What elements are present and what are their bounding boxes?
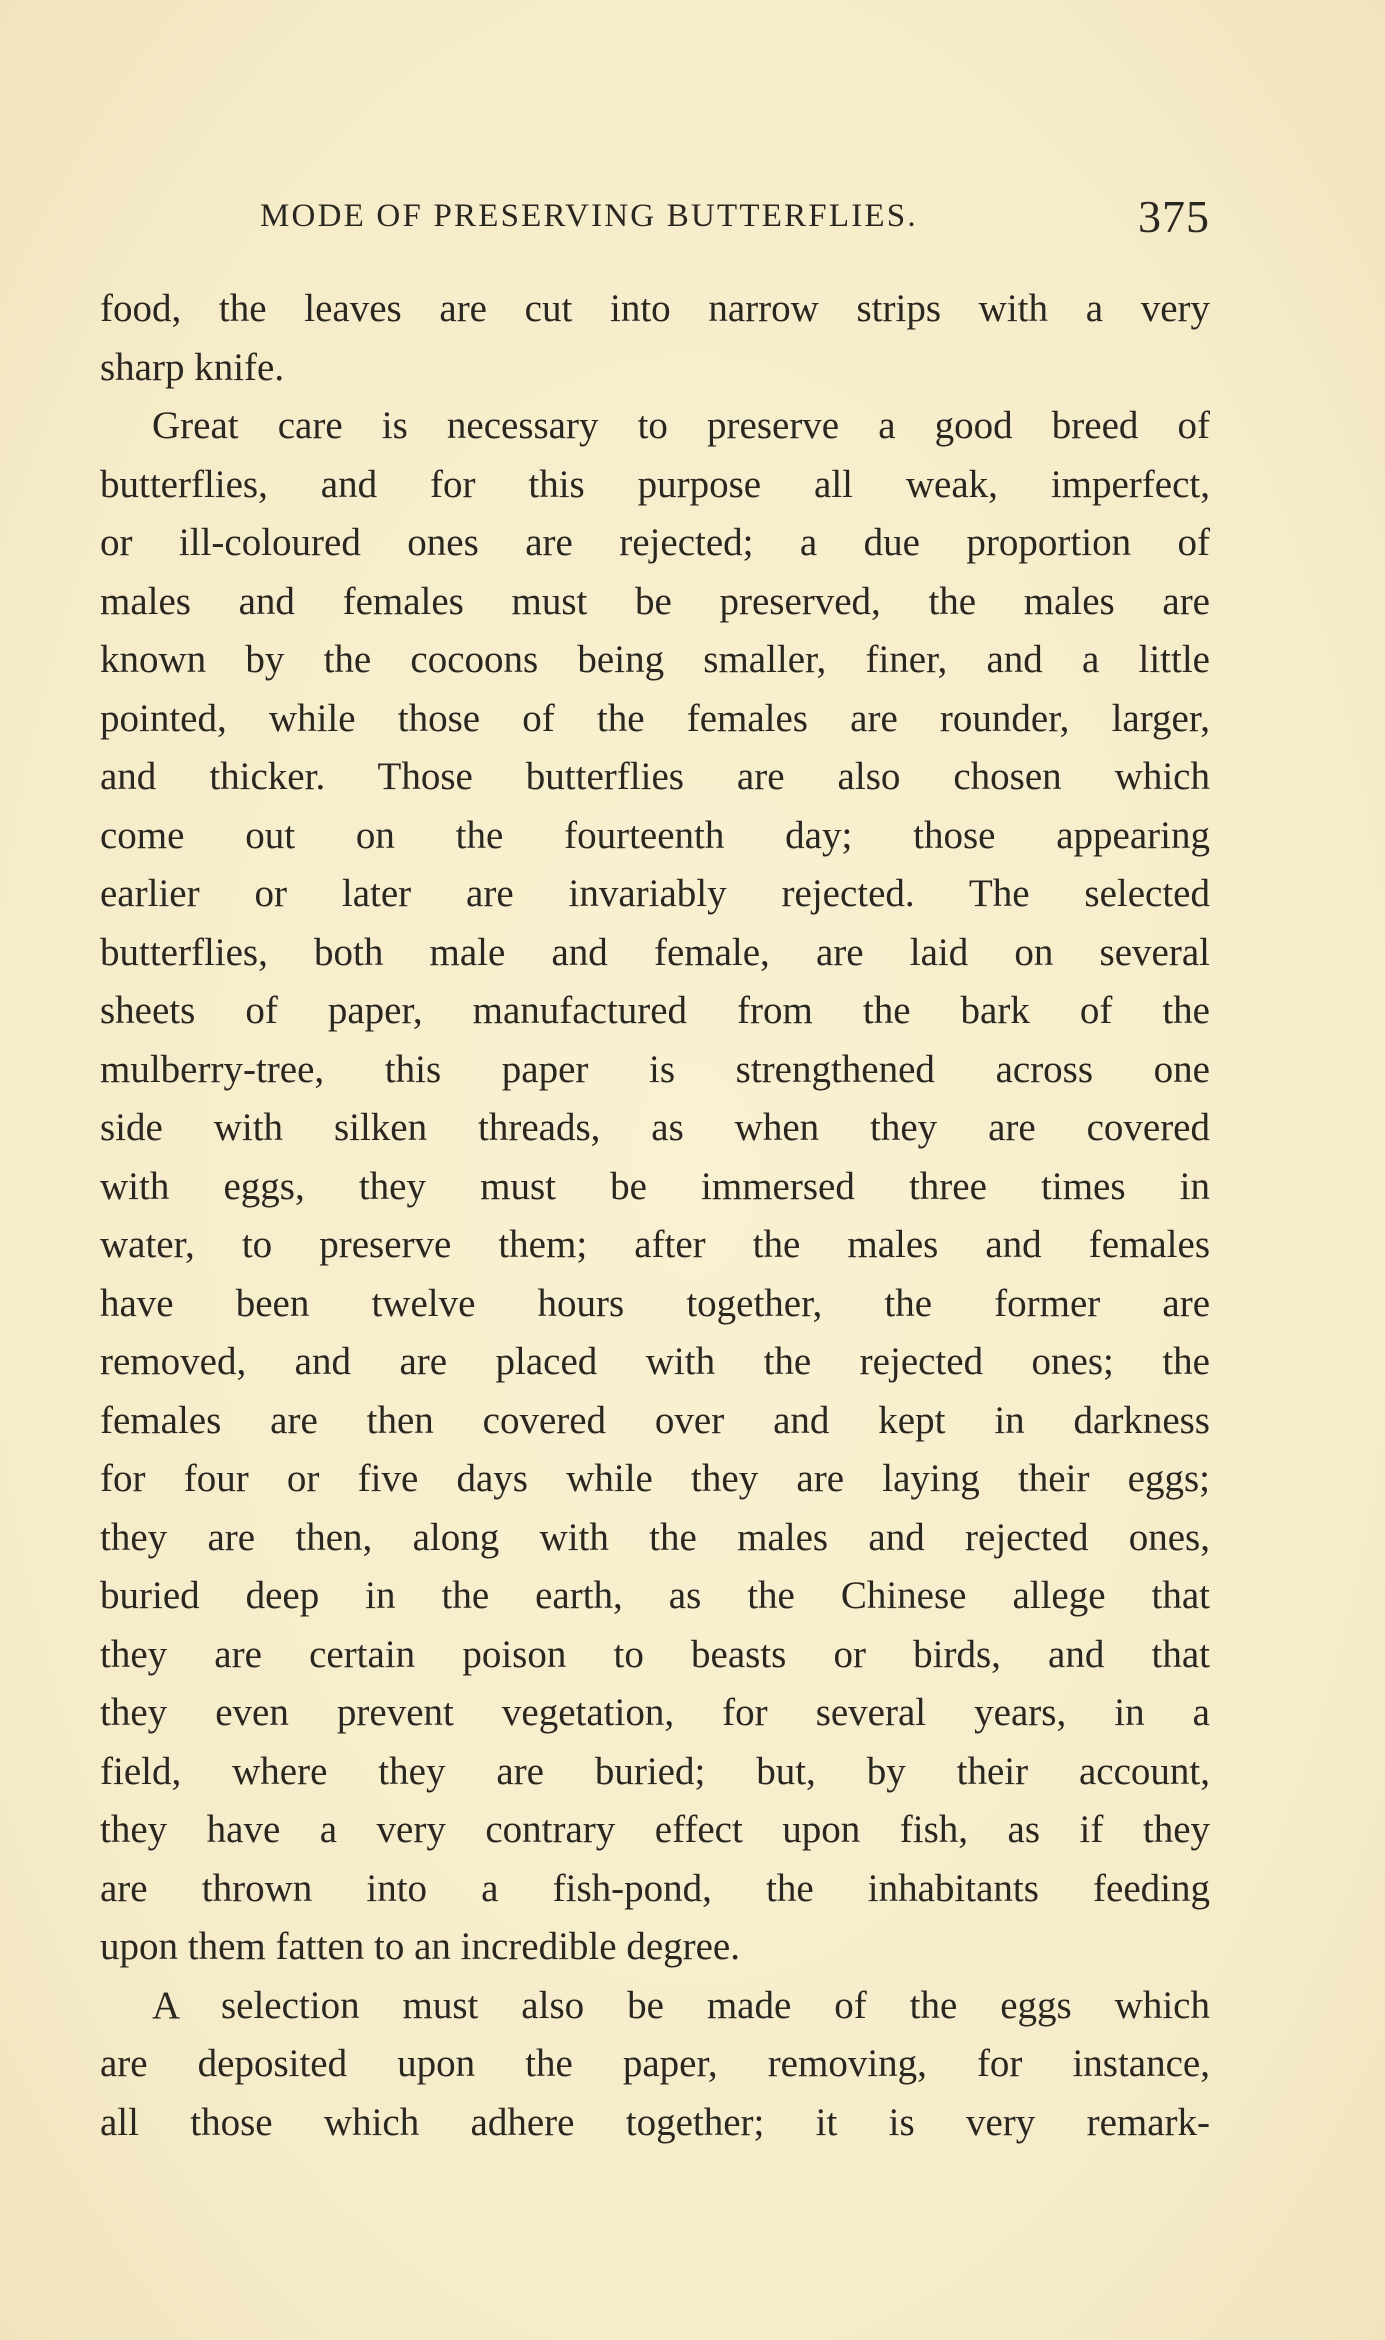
text-line: males and females must be preserved, the males are [100, 579, 1210, 623]
body-text [100, 280, 1210, 2152]
text-line: all those which adhere together; it is very remark- [100, 2100, 1210, 2144]
text-line: water, to preserve them; after the males and females [100, 1223, 1210, 1266]
text-line: they are certain poison to beasts or birds, and that [100, 1632, 1210, 1676]
text-line: with eggs, they must be immersed three times in [100, 1164, 1210, 1208]
text-line: are deposited upon the paper, removing, for instance, [100, 2042, 1210, 2085]
text-line: food, the leaves are cut into narrow strips with a very [100, 287, 1210, 330]
text-line: earlier or later are invariably rejected. The selected [100, 872, 1210, 915]
text-line: mulberry-tree, this paper is strengthened across one [100, 1047, 1210, 1091]
page-number: 375 [1138, 191, 1210, 242]
text-line: Great care is necessary to preserve a good breed of [152, 404, 1210, 447]
text-line: they have a very contrary effect upon fish, as if they [100, 1808, 1210, 1851]
text-line: have been twelve hours together, the former are [100, 1281, 1210, 1325]
text-line: for four or five days while they are laying their eggs; [100, 1457, 1210, 1500]
text-line: upon them fatten to an incredible degree. [100, 1925, 740, 1968]
text-line: buried deep in the earth, as the Chinese allege that [100, 1574, 1210, 1617]
text-line: known by the cocoons being smaller, finer, and a little [100, 638, 1210, 681]
text-line: they even prevent vegetation, for several years, in a [100, 1691, 1210, 1734]
text-line: pointed, while those of the females are rounder, larger, [100, 696, 1210, 740]
text-line: are thrown into a fish-pond, the inhabitants feeding [100, 1866, 1210, 1910]
text-line: A selection must also be made of the eggs which [152, 1983, 1210, 2027]
page-header [100, 190, 1210, 246]
text-line: side with silken threads, as when they are covered [100, 1106, 1210, 1149]
text-line: and thicker. Those butterflies are also chosen which [100, 755, 1210, 798]
text-line: come out on the fourteenth day; those appearing [100, 813, 1210, 857]
text-line: they are then, along with the males and rejected ones, [100, 1515, 1210, 1559]
text-line: sharp knife. [100, 345, 285, 389]
text-line: field, where they are buried; but, by their account, [100, 1749, 1210, 1793]
text-line: sheets of paper, manufactured from the bark of the [100, 989, 1210, 1032]
text-line: butterflies, both male and female, are laid on several [100, 930, 1210, 974]
running-title: MODE OF PRESERVING BUTTERFLIES. [260, 198, 918, 234]
text-line: females are then covered over and kept in darkness [100, 1398, 1210, 1442]
text-line: or ill-coloured ones are rejected; a due proportion of [100, 521, 1210, 564]
text-line: butterflies, and for this purpose all weak, imperfect, [100, 462, 1210, 506]
text-line: removed, and are placed with the rejected ones; the [100, 1340, 1210, 1383]
